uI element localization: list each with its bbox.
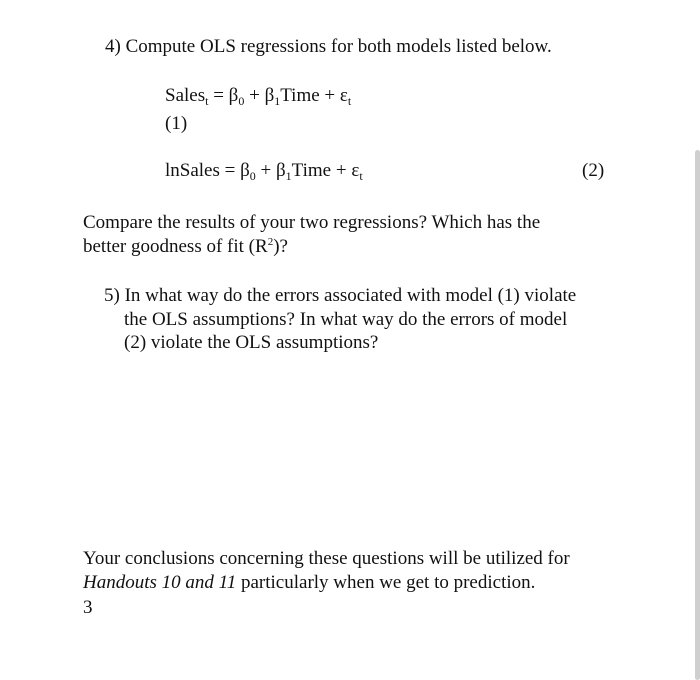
compare-line-2 [83,236,288,258]
model-1-plus-2: + [319,85,340,106]
model-1-beta0: β [228,85,239,106]
model-2-epsilon-subscript: t [359,169,363,183]
model-2-plus-1: + [255,160,276,181]
page-number: 3 [83,597,93,618]
model-2-equals: = [219,160,241,181]
model-1-beta0-subscript: 0 [238,94,245,108]
model-2-time: Time [291,160,332,181]
compare-line-1: Compare the results of your two regressions? Which has the [83,212,541,233]
r-squared-superscript: 2 [267,236,274,248]
compare-line-2-end: )? [273,236,288,257]
model-1-plus-1: + [244,85,265,106]
conclusion-line-2 [83,572,535,594]
model-1-epsilon: ε [339,85,348,106]
model-1-lhs: Sales [165,85,206,106]
conclusion-line-2-text: particularly when we get to prediction. [236,572,536,593]
compare-line-2-text: better goodness of fit (R [83,236,268,257]
model-2-equation [165,160,363,182]
model-1-lhs-subscript: t [205,94,209,108]
model-2-beta0: β [240,160,250,181]
handouts-reference: Handouts 10 and 11 [83,572,237,593]
model-2-beta1-subscript: 1 [285,169,292,183]
question-5-line-3: (2) violate the OLS assumptions? [124,332,379,353]
model-1-number: (1) [165,113,188,134]
vertical-scrollbar[interactable] [695,150,700,680]
model-2-beta0-subscript: 0 [249,169,256,183]
question-4-heading: 4) Compute OLS regressions for both models listed below. [105,36,552,57]
conclusion-line-1: Your conclusions concerning these questions will be utilized for [83,548,570,569]
model-2-plus-2: + [331,160,352,181]
model-2-number: (2) [582,160,605,181]
model-2-epsilon: ε [351,160,360,181]
model-2-beta1: β [276,160,286,181]
question-5-line-1: 5) In what way do the errors associated with model (1) violate [104,285,577,306]
model-1-beta1: β [264,85,275,106]
model-1-equals: = [208,85,229,106]
model-1-time: Time [280,85,320,106]
model-1-equation [165,85,351,107]
model-1-epsilon-subscript: t [347,94,352,108]
model-2-lhs: lnSales [165,160,220,181]
model-1-beta1-subscript: 1 [274,94,281,108]
question-5-line-2: the OLS assumptions? In what way do the errors of model [124,309,568,330]
